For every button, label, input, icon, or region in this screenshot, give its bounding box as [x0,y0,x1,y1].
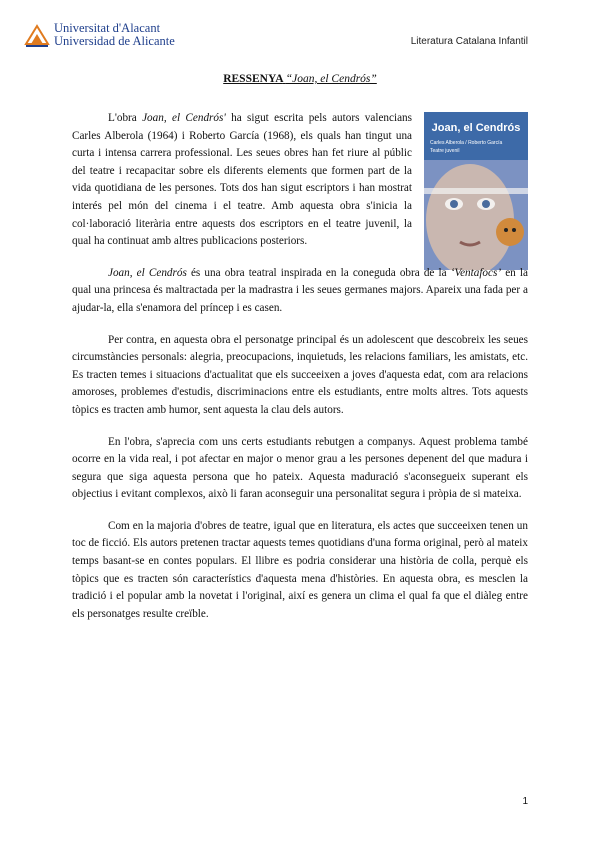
paragraph-3 [72,332,528,420]
paragraph-4 [72,434,528,504]
italic-text-run: Joan, el Cendrós' [142,112,226,124]
university-name-spanish: Universidad de Alicante [54,34,175,48]
text-run: ha sigut escrita pels autors valencians Carles Alberola (1964) i Roberto García (1968), els quals han tingut una curta i intensa carrera professional. Les seues obres han fet riure al públic del teatre i recapacitar sobre els diferents elements que formen part de la vida quotidiana de les persones. Tots dos han sigut escriptors i han mostrat interés pel món del cinema i el teatre. Amb aquesta obra s'inicia la col·laboració literària entre aquests dos escriptors en el teatre juvenil, la qual ha continuat amb altres publicacions posteriors. [72,112,412,248]
paragraph-2 [72,265,528,318]
university-name [54,22,175,48]
italic-text-run: Joan, el Cendrós [108,266,187,279]
university-logo [24,22,175,48]
cover-subtitle: Teatre juvenil [430,148,460,154]
paragraph-1 [72,110,412,251]
cover-authors: Carles Alberola / Roberto García [430,140,503,146]
title-work: “Joan, el Cendrós” [285,73,377,85]
cover-title: Joan, el Cendrós [431,122,521,134]
text-run: Per contra, en aquesta obra el personatge principal és un adolescent que descobreix les seues circumstàncies personals: alegria, preocupacions, inquietuds, les relacions familiars, les amistats, etc. Es tracten temes i situacions d'actualitat que els succeeixen a joves d'aquesta edat, com ara relacions amoroses, problemes d'estudis, discriminacions entre els estudiants, entre molts altres. Tots aquests tòpics es tracten amb humor, sent aquesta la clau dels autors. [72,333,528,416]
text-run: En l'obra, s'aprecia com uns certs estudiants rebutgen a companys. Aquest problema també ocorre en la vida real, i pot afectar en major o menor grau a les persones depenent del que madura i segura que siga aquesta persona que ho pateix. Aquesta maduració s'aconsegueix superant els objectius i evitant complexos, això li faran aconseguir una personalitat segura i pròpia de si mateixa. [72,435,528,501]
text-run: L'obra [108,112,143,124]
paragraph-5 [72,518,528,624]
university-emblem-icon [24,22,50,48]
page-number: 1 [522,796,528,807]
text-run: és una obra teatral inspirada en la coneguda obra de la [186,266,451,279]
course-name: Literatura Catalana Infantil [410,36,528,47]
review-body [72,110,528,637]
text-run: en la qual una princesa és maltractada per la madrastra i les seues germanes majors. Apareix una fada per a ajudar-la, ella s'enamora del príncep i es casen. [72,266,528,314]
italic-text-run: ‘Ventafocs’ [450,266,502,279]
page-title [0,73,600,85]
title-prefix: RESSENYA [223,73,283,85]
text-run: Com en la majoria d'obres de teatre, igual que en literatura, els actes que succeeixen tenen un toc de ficció. Els autors pretenen tractar aquests temes quotidians d'una forma original, però al mateix temps basant-se en contes populars. El llibre es podria considerar una història de colla, perquè els tòpics que es tracten són característics d'aquesta mena d'històries. En aquesta obra, es mesclen la tradició i el popular amb la novetat i l'original, així es genera un clima el qual fa que el diàleg entre els personatges resulte creïble. [72,519,528,620]
university-name-catalan: Universitat d'Alacant [54,21,161,35]
